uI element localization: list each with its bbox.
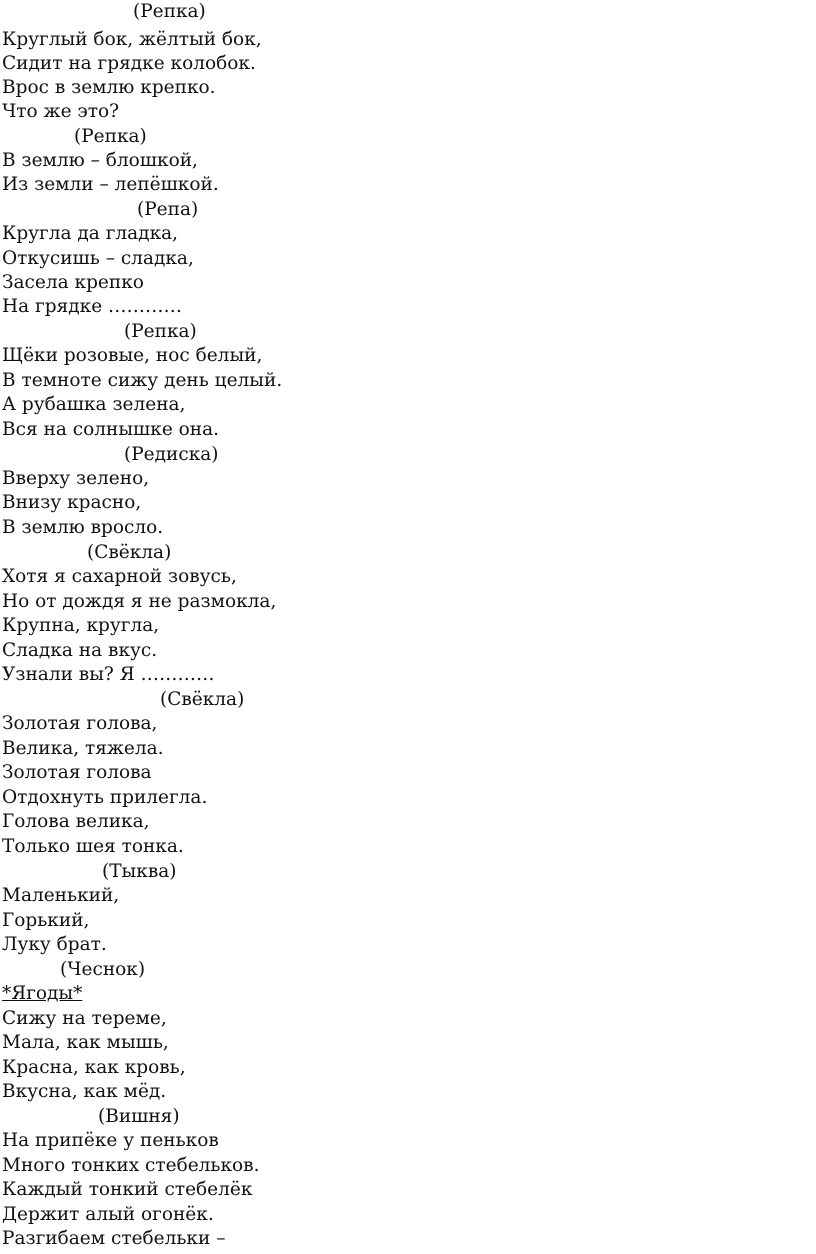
- riddle-line: Узнали вы? Я …………: [2, 664, 215, 685]
- riddle-line: На грядке …………: [2, 296, 183, 317]
- riddle-line: Крупна, кругла,: [2, 615, 160, 636]
- section-heading: *Ягоды*: [2, 983, 83, 1004]
- riddle-line: Маленький,: [2, 885, 120, 906]
- riddle-line: В землю вросло.: [2, 517, 164, 538]
- riddle-line: Из земли – лепёшкой.: [2, 174, 219, 195]
- riddle-line: Круглый бок, жёлтый бок,: [2, 29, 262, 50]
- riddle-line: На припёке у пеньков: [2, 1130, 219, 1151]
- answer-line: (Редиска): [124, 444, 219, 465]
- riddle-line: Внизу красно,: [2, 492, 142, 513]
- riddle-line: Но от дождя я не размокла,: [2, 591, 277, 612]
- riddle-line: Велика, тяжела.: [2, 738, 164, 759]
- riddle-line: Много тонких стебельков.: [2, 1155, 260, 1176]
- riddle-line: Вся на солнышке она.: [2, 419, 220, 440]
- riddle-line: Луку брат.: [2, 934, 107, 955]
- riddle-line: Врос в землю крепко.: [2, 77, 216, 98]
- riddle-line: Золотая голова,: [2, 713, 158, 734]
- riddle-line: Щёки розовые, нос белый,: [2, 345, 263, 366]
- answer-line: (Репка): [74, 126, 147, 147]
- answer-line: (Репа): [137, 199, 199, 220]
- riddle-line: Отдохнуть прилегла.: [2, 787, 208, 808]
- riddle-line: В темноте сижу день целый.: [2, 370, 283, 391]
- riddle-line: Красна, как кровь,: [2, 1057, 186, 1078]
- riddle-line: Только шея тонка.: [2, 836, 184, 857]
- riddle-line: Хотя я сахарной зовусь,: [2, 566, 237, 587]
- riddle-line: Разгибаем стебельки –: [2, 1228, 226, 1249]
- riddle-line: Сладка на вкус.: [2, 640, 158, 661]
- riddle-line: Откусишь – сладка,: [2, 248, 194, 269]
- riddle-line: Сидит на грядке колобок.: [2, 53, 256, 74]
- riddle-line: Вверху зелено,: [2, 468, 150, 489]
- answer-line: (Вишня): [98, 1106, 180, 1127]
- answer-line: (Свёкла): [160, 689, 245, 710]
- riddle-line: Держит алый огонёк.: [2, 1204, 214, 1225]
- riddle-line: Вкусна, как мёд.: [2, 1081, 167, 1102]
- riddle-line: Засела крепко: [2, 272, 144, 293]
- answer-line: (Свёкла): [87, 542, 172, 563]
- riddle-line: Кругла да гладка,: [2, 223, 179, 244]
- riddle-line: Голова велика,: [2, 811, 150, 832]
- riddle-line: Каждый тонкий стебелёк: [2, 1179, 253, 1200]
- answer-line: (Чеснок): [60, 959, 146, 980]
- riddle-line: Золотая голова: [2, 762, 152, 783]
- riddle-line: Что же это?: [2, 101, 120, 122]
- riddle-line: Сижу на тереме,: [2, 1008, 167, 1029]
- answer-line: (Репка): [133, 1, 206, 22]
- answer-line: (Репка): [124, 321, 197, 342]
- riddle-line: А рубашка зелена,: [2, 394, 186, 415]
- riddle-line: Горький,: [2, 910, 90, 931]
- riddle-line: Мала, как мышь,: [2, 1032, 169, 1053]
- answer-line: (Тыква): [102, 861, 177, 882]
- riddle-line: В землю – блошкой,: [2, 150, 198, 171]
